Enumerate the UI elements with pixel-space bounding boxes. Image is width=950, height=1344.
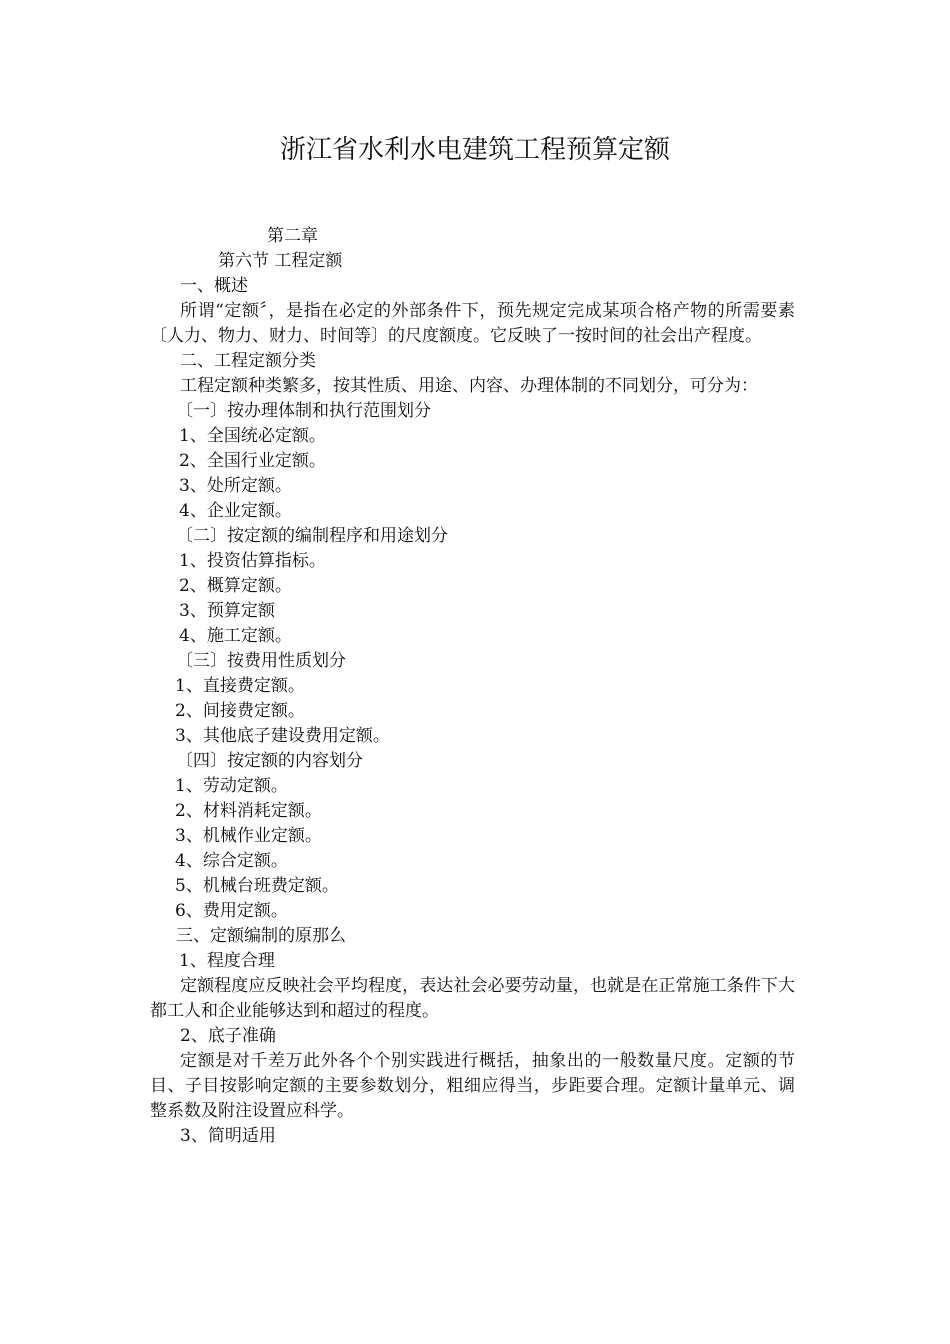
group-heading: 〔三〕按费用性质划分 — [176, 651, 346, 671]
list-item: 4、综合定额。 — [175, 851, 288, 871]
list-item: 2、全国行业定额。 — [179, 451, 326, 471]
document-body — [150, 224, 795, 1149]
list-item: 4、施工定额。 — [179, 626, 292, 646]
paragraph-accurate: 定额是对千差万此外各个个别实践进行概括，抽象出的一般数量尺度。定额的节目、子目按影响定额的主要参数划分，粗细应得当，步距要合理。定额计量单元、调整系数及附注设置应科学。 — [150, 1051, 795, 1121]
list-item: 2、间接费定额。 — [175, 701, 305, 721]
heading-overview: 一、概述 — [180, 276, 248, 296]
list-item: 1、劳动定额。 — [175, 776, 288, 796]
list-item: 4、企业定额。 — [179, 501, 292, 521]
list-item: 1、全国统必定额。 — [179, 426, 326, 446]
heading-principles: 三、定额编制的原那么 — [176, 926, 346, 946]
list-item: 3、机械作业定额。 — [175, 826, 322, 846]
paragraph-classification: 工程定额种类繁多，按其性质、用途、内容、办理体制的不同划分，可分为： — [180, 376, 758, 396]
list-item: 6、费用定额。 — [175, 901, 288, 921]
list-item: 2、材料消耗定额。 — [175, 801, 322, 821]
list-item: 2、概算定额。 — [179, 576, 292, 596]
chapter-heading: 第二章 — [267, 226, 318, 246]
group-heading: 〔一〕按办理体制和执行范围划分 — [176, 401, 431, 421]
section-heading: 第六节 工程定额 — [218, 251, 343, 271]
subheading-reasonable: 1、程度合理 — [179, 951, 275, 971]
subheading-simple: 3、简明适用 — [180, 1126, 276, 1146]
list-item: 1、投资估算指标。 — [179, 551, 326, 571]
group-heading: 〔二〕按定额的编制程序和用途划分 — [176, 526, 448, 546]
paragraph-reasonable: 定额程度应反映社会平均程度，表达社会必要劳动量，也就是在正常施工条件下大都工人和企业能够达到和超过的程度。 — [150, 976, 795, 1021]
paragraph-overview: 所谓“定额〞，是指在必定的外部条件下，预先规定完成某项合格产物的所需要素〔人力、物力、财力、时间等〕的尺度额度。它反映了一按时间的社会出产程度。 — [150, 301, 795, 346]
document-title: 浙江省水利水电建筑工程预算定额 — [279, 135, 670, 165]
subheading-accurate: 2、底子准确 — [180, 1026, 276, 1046]
list-item: 3、处所定额。 — [179, 476, 292, 496]
group-heading: 〔四〕按定额的内容划分 — [176, 751, 363, 771]
list-item: 3、预算定额 — [179, 601, 275, 621]
list-item: 5、机械台班费定额。 — [175, 876, 339, 896]
list-item: 3、其他底子建设费用定额。 — [175, 726, 390, 746]
list-item: 1、直接费定额。 — [175, 676, 305, 696]
heading-classification: 二、工程定额分类 — [180, 351, 316, 371]
